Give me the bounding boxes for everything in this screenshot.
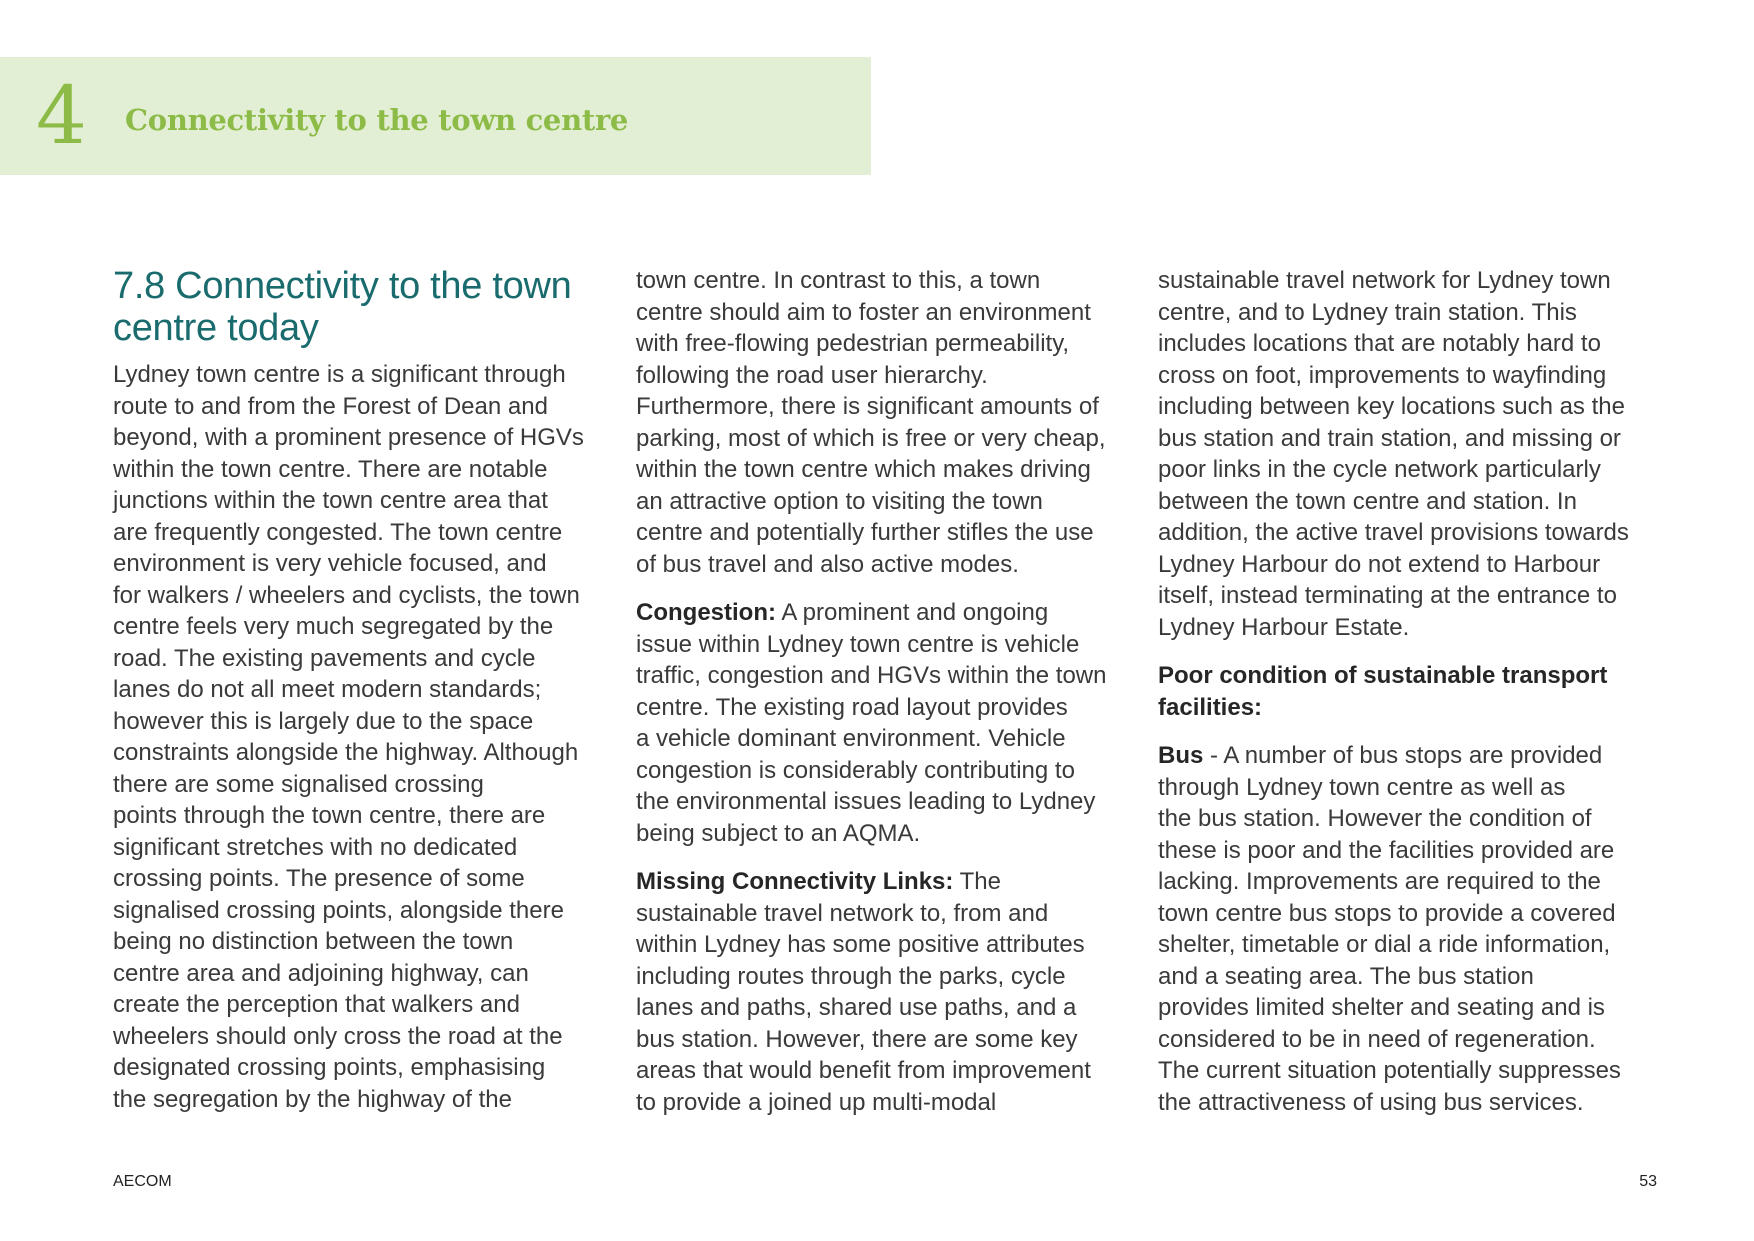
missing-links-label: Missing Connectivity Links:: [636, 868, 954, 895]
paragraph-continued: town centre. In contrast to this, a town centre should aim to foster an environment with free-flowing pedestrian permeability, following the road user hierarchy. Furthermore, there is significant amounts of parking, most of which is free or very cheap, within the town centre which makes driving an attractive option to visiting the town centre and potentially further stifles the use of bus travel and also active modes.: [636, 267, 1106, 578]
page-number: 53: [1639, 1173, 1657, 1190]
bus-text: - A number of bus stops are provided through Lydney town centre as well as the bus station. However the condition of these is poor and the facilities provided are lacking. Improvements are required to the town centre bus stops to provide a covered shelter, timetable or dial a ride information, and a seating area. The bus station provides limited shelter and seating and is considered to be in need of regeneration. The current situation potentially suppresses the attractiveness of using bus services.: [1158, 742, 1621, 1116]
footer-brand: AECOM: [113, 1173, 172, 1190]
paragraph-congestion: [636, 597, 1144, 849]
paragraph-network-continued: sustainable travel network for Lydney town centre, and to Lydney train station. This includes locations that are notably hard to cross on foot, improvements to wayfinding including between key locations such as the bus station and train station, and missing or poor links in the cycle network particularly between the town centre and station. In addition, the active travel provisions towards Lydney Harbour do not extend to Harbour itself, instead terminating at the entrance to Lydney Harbour Estate.: [1158, 267, 1629, 641]
congestion-label: Congestion:: [636, 599, 776, 626]
paragraph-missing-links: [636, 866, 1144, 1118]
section-heading-text: 7.8 Connectivity to the town centre today: [113, 265, 572, 349]
paragraph-poor-condition-heading: [1158, 660, 1666, 723]
paragraph-bus: [1158, 740, 1666, 1118]
text-column-2: [636, 265, 1144, 1135]
paragraph-intro: Lydney town centre is a significant through route to and from the Forest of Dean and beyond, with a prominent presence of HGVs within the town centre. There are notable junctions within the town centre area that are frequently congested. The town centre environment is very vehicle focused, and for walkers / wheelers and cyclists, the town centre feels very much segregated by the road. The existing pavements and cycle lanes do not all meet modern standards; however this is largely due to the space constraints alongside the highway. Although there are some signalised crossing points through the town centre, there are significant stretches with no dedicated crossing points. The presence of some signalised crossing points, alongside there being no distinction between the town centre area and adjoining highway, can create the perception that walkers and wheelers should only cross the road at the designated crossing points, emphasising the segregation by the highway of the: [113, 361, 584, 1113]
congestion-text: A prominent and ongoing issue within Lydney town centre is vehicle traffic, congestion and HGVs within the town centre. The existing road layout provides a vehicle dominant environment. Vehicle congestion is considerably contributing to the environmental issues leading to Lydney being subject to an AQMA.: [636, 599, 1107, 847]
chapter-number: 4: [36, 69, 87, 162]
poor-condition-heading: Poor condition of sustainable transport facilities:: [1158, 662, 1608, 721]
text-column-1: [113, 265, 613, 1132]
section-heading: [113, 265, 613, 349]
missing-links-text: The sustainable travel network to, from and within Lydney has some positive attributes including routes through the parks, cycle lanes and paths, shared use paths, and a bus station. However, there are some key areas that would benefit from improvement to provide a joined up multi-modal: [636, 868, 1091, 1116]
chapter-title: Connectivity to the town centre: [125, 103, 629, 137]
bus-label: Bus: [1158, 742, 1204, 769]
text-column-3: [1158, 265, 1666, 1135]
